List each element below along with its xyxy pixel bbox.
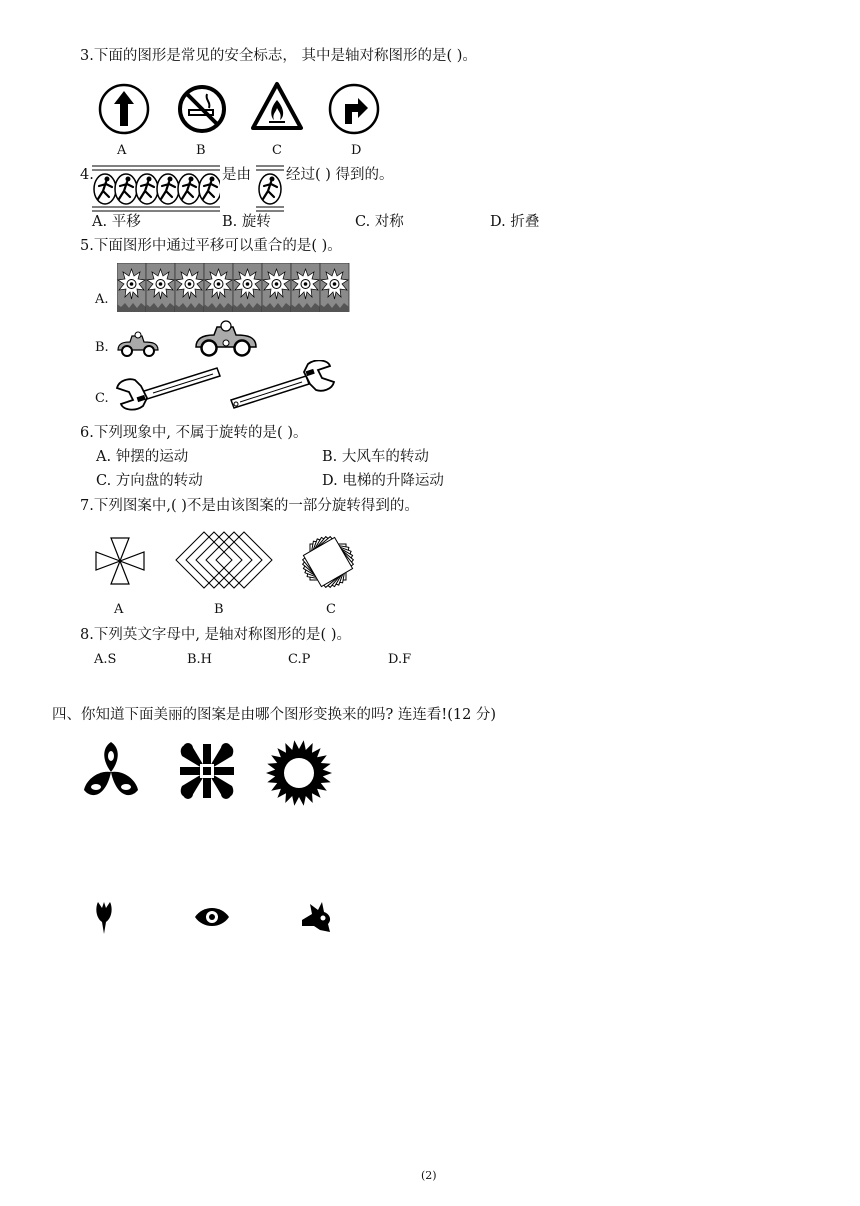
q3-label-a: A [117, 143, 127, 158]
small-car-figure [116, 330, 160, 358]
q7-label-a: A [114, 602, 124, 617]
q6-stem: 6.下列现象中, 不属于旋转的是( )。 [80, 425, 308, 441]
single-runner-figure [256, 164, 284, 214]
q6-option-d: D. 电梯的升降运动 [322, 473, 444, 489]
runner-strip-figure [92, 164, 220, 214]
q5-stem: 5.下面图形中通过平移可以重合的是( )。 [80, 238, 342, 254]
wrench-right-figure [228, 360, 338, 412]
q3-label-c: C [272, 143, 282, 158]
q5-label-b: B. [95, 340, 109, 355]
pinwheel-cross-figure [94, 536, 146, 586]
sunburst-pattern-figure [264, 738, 334, 808]
up-arrow-sign-icon [97, 82, 151, 136]
q6-option-a: A. 钟摆的运动 [96, 449, 189, 465]
q4-option-b: B. 旋转 [222, 214, 271, 230]
flower-bud-shape-icon [93, 900, 115, 936]
eye-shape-icon [193, 903, 231, 931]
butterfly-cross-pattern-figure [174, 738, 240, 804]
q8-option-c: C.P [288, 652, 311, 667]
q6-option-b: B. 大风车的转动 [322, 449, 429, 465]
q8-option-d: D.F [388, 652, 412, 667]
q4-text-mid1: 是由 [222, 167, 251, 183]
q7-label-c: C [326, 602, 336, 617]
q5-label-c: C. [95, 391, 109, 406]
wrench-left-figure [113, 362, 223, 414]
rotated-squares-figure [296, 530, 360, 594]
q4-option-a: A. 平移 [92, 214, 141, 230]
overlapping-diamonds-figure [174, 530, 274, 590]
q5-label-a: A. [95, 292, 109, 307]
butterfly-shape-icon [296, 900, 334, 934]
section4-title: 四、你知道下面美丽的图案是由哪个图形变换来的吗? 连连看!(12 分) [52, 707, 497, 723]
q8-stem: 8.下列英文字母中, 是轴对称图形的是( )。 [80, 627, 351, 643]
turn-right-sign-icon [327, 82, 381, 136]
q3-stem: 3.下面的图形是常见的安全标志， 其中是轴对称图形的是( )。 [80, 48, 477, 64]
q4-text-mid2: 经过( ) 得到的。 [286, 167, 394, 183]
q3-label-d: D [351, 143, 362, 158]
sun-tile-strip-figure [117, 263, 352, 312]
fire-warning-sign-icon [250, 80, 304, 134]
no-smoking-sign-icon [175, 82, 229, 136]
q8-option-b: B.H [187, 652, 213, 667]
trefoil-pattern-figure [80, 740, 142, 802]
q4-option-d: D. 折叠 [490, 214, 540, 230]
q6-option-c: C. 方向盘的转动 [96, 473, 203, 489]
large-car-figure [193, 318, 259, 358]
q4-number: 4. [80, 167, 94, 183]
page-number: (2) [421, 1169, 437, 1182]
q7-label-b: B [214, 602, 224, 617]
q4-option-c: C. 对称 [355, 214, 404, 230]
q3-label-b: B [196, 143, 206, 158]
q8-option-a: A.S [94, 652, 117, 667]
q7-stem: 7.下列图案中,( )不是由该图案的一部分旋转得到的。 [80, 498, 419, 514]
